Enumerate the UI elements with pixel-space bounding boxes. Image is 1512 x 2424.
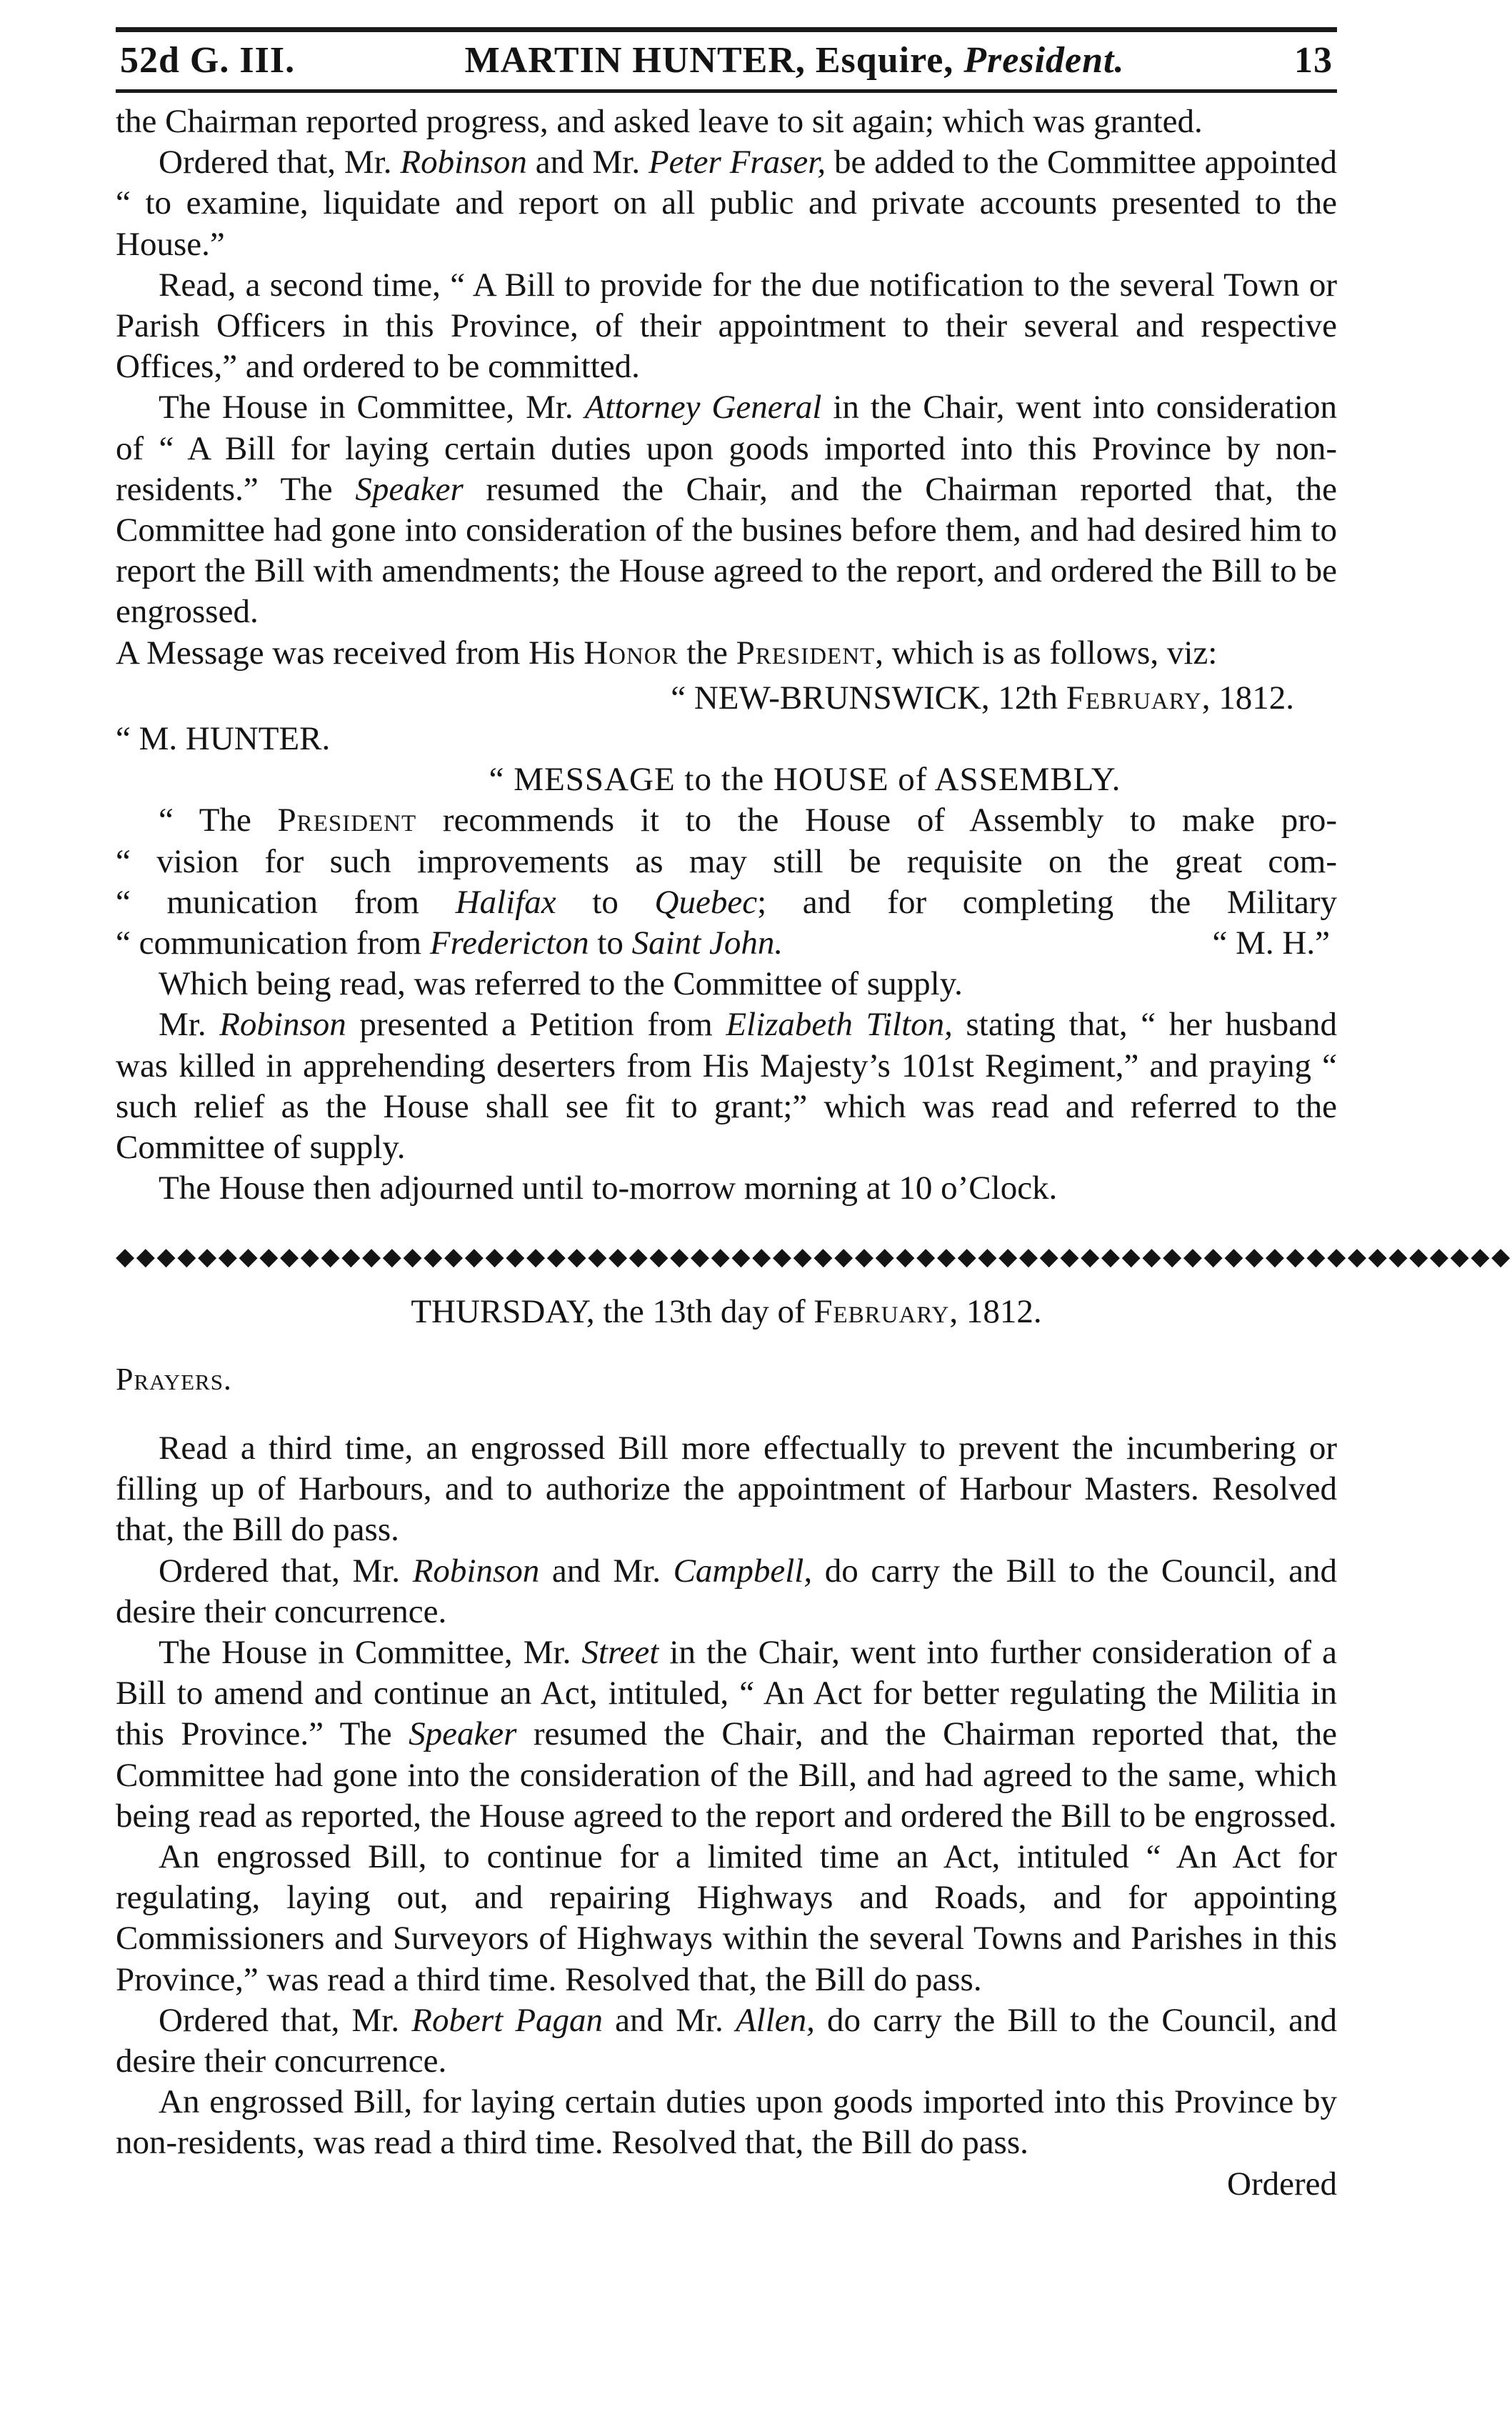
message-line: “ communication from Fredericton to Saint John. “ M. H.” bbox=[116, 923, 1337, 964]
paragraph: Read a third time, an engrossed Bill more effectually to prevent the incumbering or filling up of Harbours, and to authorize the appointment of Harbour Masters. Resolved that, the Bill do pass. bbox=[116, 1429, 1337, 1549]
prayers-heading: Prayers. bbox=[116, 1361, 232, 1397]
journal-text-thursday bbox=[116, 1428, 1337, 2205]
paragraph: Ordered that, Mr. Robinson and Mr. Campbell, do carry the Bill to the Council, and desire their concurrence. bbox=[116, 1552, 1337, 1630]
paragraph: Read, a second time, “ A Bill to provide for the due notification to the several Town or Parish Officers in this Province, of their appointment to their several and respective Offices,” and ordered to be committed. bbox=[116, 266, 1337, 386]
catchword: Ordered bbox=[1227, 2165, 1337, 2203]
paragraph: The House in Committee, Mr. Attorney General in the Chair, went into consideration of “ A Bill for laying certain duties upon goods imported into this Province by non-residents.” The Speaker resumed the Chair, and the Chairman reported that, the Committee had gone into consideration of the busines before them, and had desired him to report the Bill with amendments; the House agreed to the report, and ordered the Bill to be engrossed. bbox=[116, 389, 1338, 631]
message-body bbox=[116, 800, 1337, 964]
running-header bbox=[116, 32, 1337, 89]
message-date: “ NEW-BRUNSWICK, 12th February, 1812. bbox=[671, 679, 1294, 717]
ornamental-divider: ◆◆◆◆◆◆◆◆◆◆◆◆◆◆◆◆◆◆◆◆◆◆◆◆◆◆◆◆◆◆◆◆◆◆◆◆◆◆◆◆◆◆◆◆◆◆◆◆◆◆◆◆◆◆◆◆◆◆◆◆◆◆◆◆◆◆◆◆ bbox=[116, 1244, 1512, 1271]
paragraph: Ordered that, Mr. Robert Pagan and Mr. Allen, do carry the Bill to the Council, and desire their concurrence. bbox=[116, 2001, 1337, 2080]
message-line: “ The President recommends it to the House of Assembly to make pro- bbox=[159, 802, 1337, 839]
top-rule bbox=[116, 27, 1337, 32]
message-line: “ vision for such improvements as may still be requisite on the great com- bbox=[116, 842, 1337, 880]
paragraph: A Message was received from His Honor the President, which is as follows, viz: bbox=[116, 634, 1218, 672]
paragraph: Ordered that, Mr. Robinson and Mr. Peter Fraser, be added to the Committee appointed “ to examine, liquidate and report on all public and private accounts presented to the House.” bbox=[116, 144, 1337, 263]
message-heading: “ MESSAGE to the HOUSE of ASSEMBLY. bbox=[489, 761, 1121, 799]
paragraph: the Chairman reported progress, and asked leave to sit again; which was granted. bbox=[116, 103, 1203, 140]
message-signature: “ M. HUNTER. bbox=[116, 720, 331, 758]
message-line: “ munication from Halifax to Quebec; and for completing the Military bbox=[116, 883, 1337, 921]
header-title: MARTIN HUNTER, Esquire, President. bbox=[464, 40, 1125, 81]
paragraph: The House in Committee, Mr. Street in the Chair, went into further consideration of a Bill to amend and continue an Act, intituled, “ An Act for better regulating the Militia in this Province.” The Speaker resumed the Chair, and the Chairman reported that, the Committee had gone into the consideration of the Bill, and had agreed to the same, which being read as reported, the House agreed to the report and ordered the Bill to be engrossed. bbox=[116, 1633, 1338, 1835]
message-initials: “ M. H.” bbox=[1212, 924, 1330, 962]
page-number: 13 bbox=[1294, 40, 1333, 81]
paragraph: An engrossed Bill, for laying certain duties upon goods imported into this Province by non-residents, was read a third time. Resolved that, the Bill do pass. bbox=[116, 2083, 1337, 2162]
header-rule bbox=[116, 89, 1337, 93]
paragraph: An engrossed Bill, to continue for a limited time an Act, intituled “ An Act for regulating, laying out, and repairing Highways and Roads, and for appointing Commissioners and Surveyors of Highways within the several Towns and Parishes in this Province,” was read a third time. Resolved that, the Bill do pass. bbox=[116, 1837, 1337, 1998]
paragraph: Which being read, was referred to the Committee of supply. bbox=[159, 965, 963, 1003]
paragraph: Mr. Robinson presented a Petition from Elizabeth Tilton, stating that, “ her husband was killed in apprehending deserters from His Majesty’s 101st Regiment,” and praying “ such relief as the House shall see fit to grant;” which was read and referred to the Committee of supply. bbox=[116, 1006, 1337, 1167]
header-regnal-year: 52d G. III. bbox=[120, 40, 296, 81]
paragraph: The House then adjourned until to-morrow morning at 10 o’Clock. bbox=[159, 1169, 1058, 1207]
day-heading: THURSDAY, the 13th day of February, 1812. bbox=[411, 1293, 1042, 1331]
journal-text bbox=[116, 101, 1337, 1209]
document-page bbox=[116, 27, 1512, 2205]
